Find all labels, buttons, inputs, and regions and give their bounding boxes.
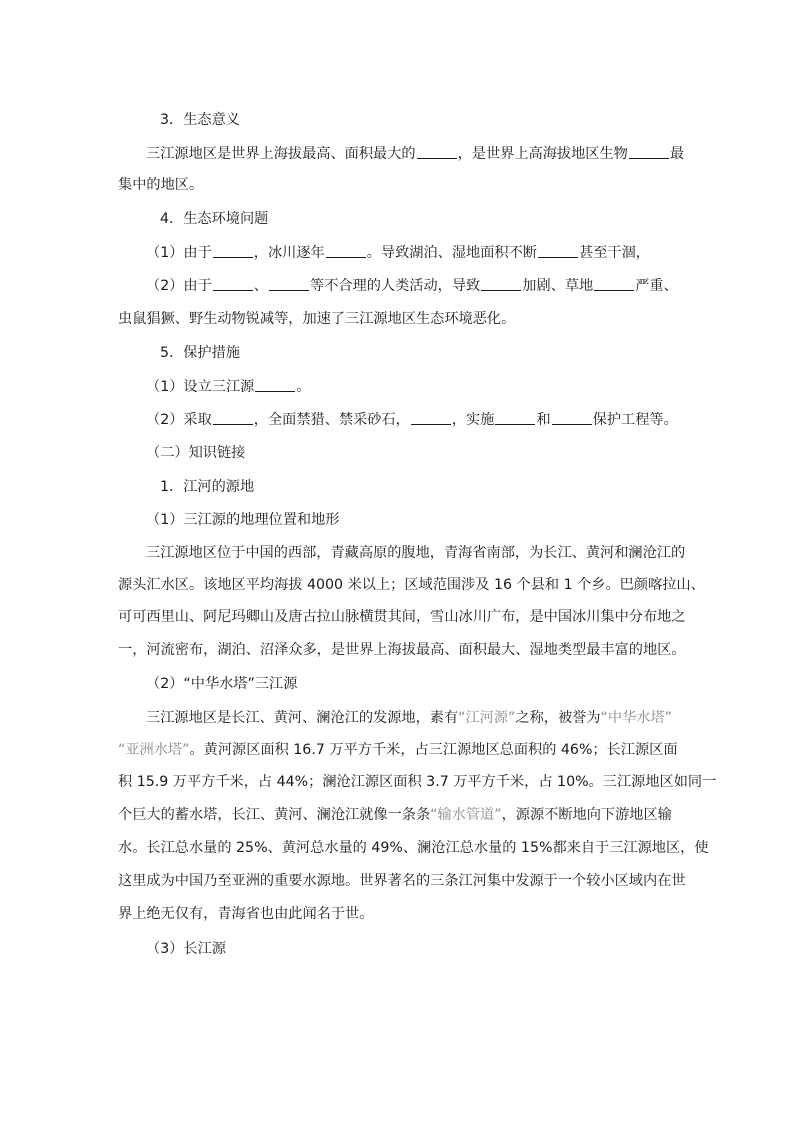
question-item: （1）由于 ，冰川逐年 。导致湖泊、湿地面积不断 甚至干涸， (146, 245, 650, 261)
fill-blank[interactable] (417, 144, 457, 159)
paragraph-line: 可可西里山、阿尼玛卿山及唐古拉山脉横贯其间，雪山冰川广布，是中国冰川集中分布地之 (118, 609, 686, 625)
subsection-heading: （1）三江源的地理位置和地形 (146, 512, 340, 528)
subsection-heading: （2）“中华水塔”三江源 (146, 676, 298, 692)
section-heading-4: 4．生态环境问题 (160, 211, 269, 227)
paragraph-line: 三江源地区位于中国的西部，青藏高原的腹地，青海省南部，为长江、黄河和澜沧江的 (146, 545, 686, 561)
fill-blank[interactable] (213, 243, 253, 258)
fill-blank[interactable] (255, 377, 295, 392)
paragraph-line: 三江源地区是长江、黄河、澜沧江的发源地，素有“江河源”之称，被誉为“中华水塔” (146, 710, 672, 726)
fill-blank[interactable] (552, 410, 592, 425)
question-item: （2）采取 ，全面禁猎、禁采砂石， ，实施 和 保护工程等。 (146, 412, 678, 428)
paragraph-line: 这里成为中国乃至亚洲的重要水源地。世界著名的三条江河集中发源于一个较小区域内在世 (118, 873, 686, 889)
paragraph-line: 积 15.9 万平方千米，占 44%；澜沧江源区面积 3.7 万平方千米，占 10%。三江源地区如同一 (118, 774, 717, 790)
section-heading-3: 3．生态意义 (160, 112, 240, 128)
subsection-heading: （3）长江源 (146, 941, 226, 957)
paragraph-line: 三江源地区是世界上海拔最高、面积最大的 ，是世界上高海拔地区生物 最 (146, 146, 685, 162)
paragraph-line: “亚洲水塔”。黄河源区面积 16.7 万平方千米，占三江源地区总面积的 46%；长江源区面 (118, 742, 678, 758)
fill-blank[interactable] (629, 144, 669, 159)
section-heading-5: 5．保护措施 (160, 345, 240, 361)
fill-blank[interactable] (269, 276, 309, 291)
question-item: （2）由于 、 等不合理的人类活动，导致 加剧、草地 严重、 (146, 278, 678, 294)
paragraph-line: 源头汇水区。该地区平均海拔 4000 米以上；区域范围涉及 16 个县和 1 个乡。巴颜喀拉山、 (118, 577, 705, 593)
paragraph-line: 虫鼠猖獗、野生动物锐减等，加速了三江源地区生态环境恶化。 (118, 311, 516, 327)
question-item: （1）设立三江源 。 (146, 379, 311, 395)
section-heading-link: （二）知识链接 (146, 445, 246, 461)
paragraph-line: 个巨大的蓄水塔，长江、黄河、澜沧江就像一条条“输水管道”，源源不断地向下游地区输 (118, 807, 672, 823)
fill-blank[interactable] (495, 410, 535, 425)
paragraph-line: 一，河流密布，湖泊、沼泽众多，是世界上海拔最高、面积最大、湿地类型最丰富的地区。 (118, 642, 686, 658)
paragraph-line: 界上绝无仅有，青海省也由此闻名于世。 (118, 906, 374, 922)
paragraph-line: 水。长江总水量的 25%、黄河总水量的 49%、澜沧江总水量的 15%都来自于三江源地区，使 (118, 840, 709, 856)
fill-blank[interactable] (594, 276, 634, 291)
fill-blank[interactable] (538, 243, 578, 258)
fill-blank[interactable] (213, 276, 253, 291)
fill-blank[interactable] (326, 243, 366, 258)
fill-blank[interactable] (481, 276, 521, 291)
fill-blank[interactable] (411, 410, 451, 425)
paragraph-line: 集中的地区。 (118, 177, 204, 193)
fill-blank[interactable] (213, 410, 253, 425)
subsection-heading: 1．江河的源地 (160, 479, 255, 495)
